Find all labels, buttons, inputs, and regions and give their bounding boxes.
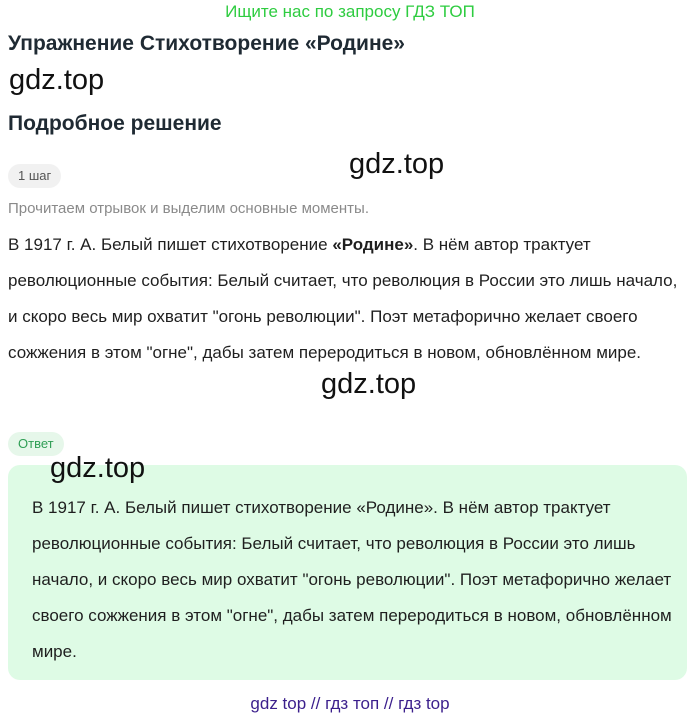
footer-links[interactable]: gdz top // гдз топ // гдз top [250, 694, 450, 713]
solution-text-part: В 1917 г. А. Белый пишет стихотворение [8, 235, 333, 254]
watermark: gdz.top [349, 148, 445, 180]
step-badge: 1 шаг [8, 164, 61, 188]
exercise-title: Упражнение Стихотворение «Родине» [8, 32, 405, 55]
watermark: gdz.top [50, 452, 146, 484]
search-banner: Ищите нас по запросу ГДЗ ТОП [225, 2, 475, 21]
solution-text [8, 227, 688, 371]
watermark: gdz.top [321, 368, 417, 400]
hint-text: Прочитаем отрывок и выделим основные моменты. [8, 200, 370, 217]
answer-badge: Ответ [8, 432, 64, 456]
section-title: Подробное решение [8, 112, 222, 135]
solution-text-part: . В нём автор трактует революционные события: Белый считает, что революция в России это лишь начало, и скоро весь мир охватит "огонь революции". Поэт метафорично желает своего сожжения в этом "огне", дабы затем переродиться в новом, обновлённом мире. [8, 235, 678, 362]
poem-title: «Родине» [332, 235, 414, 254]
watermark: gdz.top [9, 64, 105, 96]
answer-text: В 1917 г. А. Белый пишет стихотворение «Родине». В нём автор трактует революционные события: Белый считает, что революция в России это лишь начало, и скоро весь мир охватит "огонь революции". Поэт метафорично желает своего сожжения в этом "огне", дабы затем переродиться в новом, обновлённом мире. [32, 498, 672, 661]
